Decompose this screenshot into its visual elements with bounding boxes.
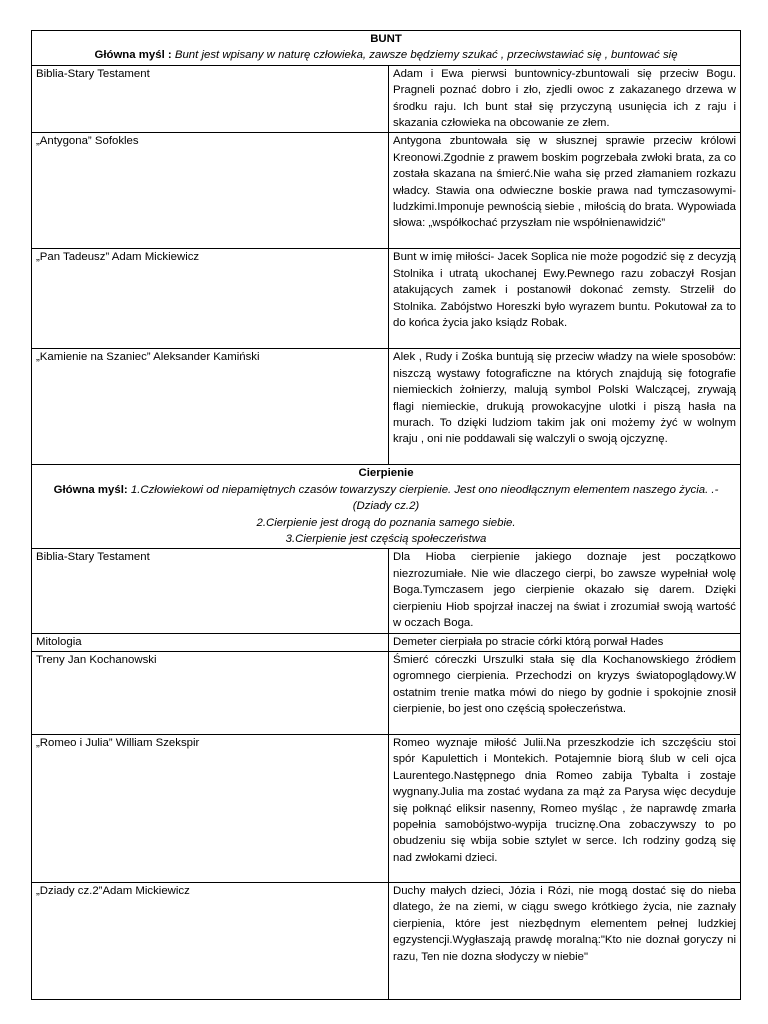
- table-row: [32, 249, 741, 349]
- table-row: [32, 549, 741, 633]
- work-cell: „Antygona” Sofokles: [32, 133, 389, 249]
- main-thought-label: Główna myśl:: [53, 483, 128, 496]
- work-cell: Biblia-Stary Testament: [32, 549, 389, 633]
- work-cell: „Romeo i Julia” William Szekspir: [32, 734, 389, 882]
- table-row: [32, 651, 741, 734]
- work-cell: „Dziady cz.2”Adam Mickiewicz: [32, 882, 389, 999]
- table-row: [32, 349, 741, 465]
- section-header-row: [32, 31, 741, 66]
- description-cell: Śmierć córeczki Urszulki stała się dla Kochanowskiego źródłem ogromnego cierpienia. Przechodzi on kryzys światopoglądowy.W ostatnim trenie matka mówi do niego by godnie i spokojnie znosił cierpienie, bo jest ono częścią społeczeństwa.: [389, 651, 741, 734]
- work-cell: Treny Jan Kochanowski: [32, 651, 389, 734]
- description-cell: Duchy małych dzieci, Józia i Rózi, nie mogą dostać się do nieba dlatego, że na ziemi, w ciągu swego krótkiego życia, nie zaznały cierpienia, które jest niezbędnym elementem pełnej ludzkiej egzystencji.Wygłaszają prawdę moralną:"Kto nie doznał goryczy ni razu, Ten nie dozna słodyczy w niebie": [389, 882, 741, 999]
- section-header: [32, 31, 741, 66]
- main-thought: [36, 47, 736, 63]
- work-cell: „Pan Tadeusz” Adam Mickiewicz: [32, 249, 389, 349]
- table-row: [32, 65, 741, 133]
- work-cell: „Kamienie na Szaniec” Aleksander Kamiński: [32, 349, 389, 465]
- main-thought: [36, 482, 736, 515]
- table-body: [32, 31, 741, 1000]
- description-cell: Dla Hioba cierpienie jakiego doznaje jest początkowo niezrozumiałe. Nie wie dlaczego cierpi, bo zawsze wypełniał wolę Boga.Tymczasem jego cierpienie okazało się darem. Dzięki cierpieniu Hiob spojrzał inaczej na świat i zrozumiał swoją wartość w oczach Boga.: [389, 549, 741, 633]
- document-sheet: [31, 30, 740, 1000]
- description-cell: Antygona zbuntowała się w słusznej sprawie przeciw królowi Kreonowi.Zgodnie z prawem boskim pogrzebała zwłoki brata, za co została skazana na śmierć.Nie waha się przed złamaniem rozkazu władcy. Stawia ona odwieczne boskie prawa nad tymczasowymi-ludzkimi.Imponuje pewnością siebie , miłością do brata. Wypowiada słowa: „współkochać przyszłam nie współnienawidzić”: [389, 133, 741, 249]
- section-header-row: [32, 465, 741, 549]
- main-thought-text: Bunt jest wpisany w naturę człowieka, zawsze będziemy szukać , przeciwstawiać się , buntować się: [174, 49, 678, 62]
- section-title: Cierpienie: [358, 467, 414, 480]
- work-cell: Mitologia: [32, 633, 389, 651]
- main-thought-line: 2.Cierpienie jest drogą do poznania samego siebie.: [256, 516, 516, 529]
- section-title: BUNT: [370, 33, 402, 45]
- description-cell: Alek , Rudy i Zośka buntują się przeciw władzy na wiele sposobów: niszczą wystawy fotograficzne na których znajdują się fotografie niemieckich żołnierzy, malują symbol Polski Walczącej, zrywają flagi niemieckie, drukują prowokacyjne ulotki i piszą hasła na murach. To dzięki ludziom takim jak oni możemy żyć w wolnym kraju , oni nie poddawali się walczyli o swoją ojczyznę.: [389, 349, 741, 465]
- description-cell: Adam i Ewa pierwsi buntownicy-zbuntowali się przeciw Bogu. Pragneli poznać dobro i zło, zjedli owoc z zakazanego drzewa w środku raju. Ich bunt stał się przyczyną usunięcia ich z raju i skazania człowieka na obcowanie ze złem.: [389, 65, 741, 133]
- main-thought-text: 1.Człowiekowi od niepamiętnych czasów towarzyszy cierpienie. Jest ono nieodłącznym elementem naszego życia. .-(Dziady cz.2): [130, 483, 719, 513]
- description-cell: Bunt w imię miłości- Jacek Soplica nie może pogodzić się z decyzją Stolnika i utratą ukochanej Ewy.Pewnego razu zobaczył Rosjan atakujących zamek i postanowił dokonać zemsty. Strzelił do Stolnika. Zabójstwo Horeszki było wyrazem buntu. Pokutował za to do końca życia jako ksiądz Robak.: [389, 249, 741, 349]
- main-thought-label: Główna myśl :: [94, 49, 172, 62]
- main-thought-line: 3.Cierpienie jest częścią społeczeństwa: [285, 533, 487, 546]
- table-row: [32, 633, 741, 651]
- description-cell: Demeter cierpiała po stracie córki którą porwał Hades: [389, 633, 741, 651]
- table-row: [32, 734, 741, 882]
- work-cell: Biblia-Stary Testament: [32, 65, 389, 133]
- section-header: [32, 465, 741, 549]
- literature-table: [31, 30, 741, 1000]
- description-cell: Romeo wyznaje miłość Julii.Na przeszkodzie ich szczęściu stoi spór Kapulettich i Montekich. Potajemnie biorą ślub w celi ojca Laurentego.Następnego dnia Romeo zabija Tybalta i zostaje wygnany.Julia ma zostać wydana za mąż za Parysa więc decyduje się połknąć eliksir nasenny, Romeo myśląc , że naprawdę zmarła popełnia samobójstwo-wypija truciznę.Ona zobaczywszy to po obudzeniu się wbija sobie sztylet w serce. Ich rodziny godzą się nad zwłokami dzieci.: [389, 734, 741, 882]
- table-row: [32, 882, 741, 999]
- table-row: [32, 133, 741, 249]
